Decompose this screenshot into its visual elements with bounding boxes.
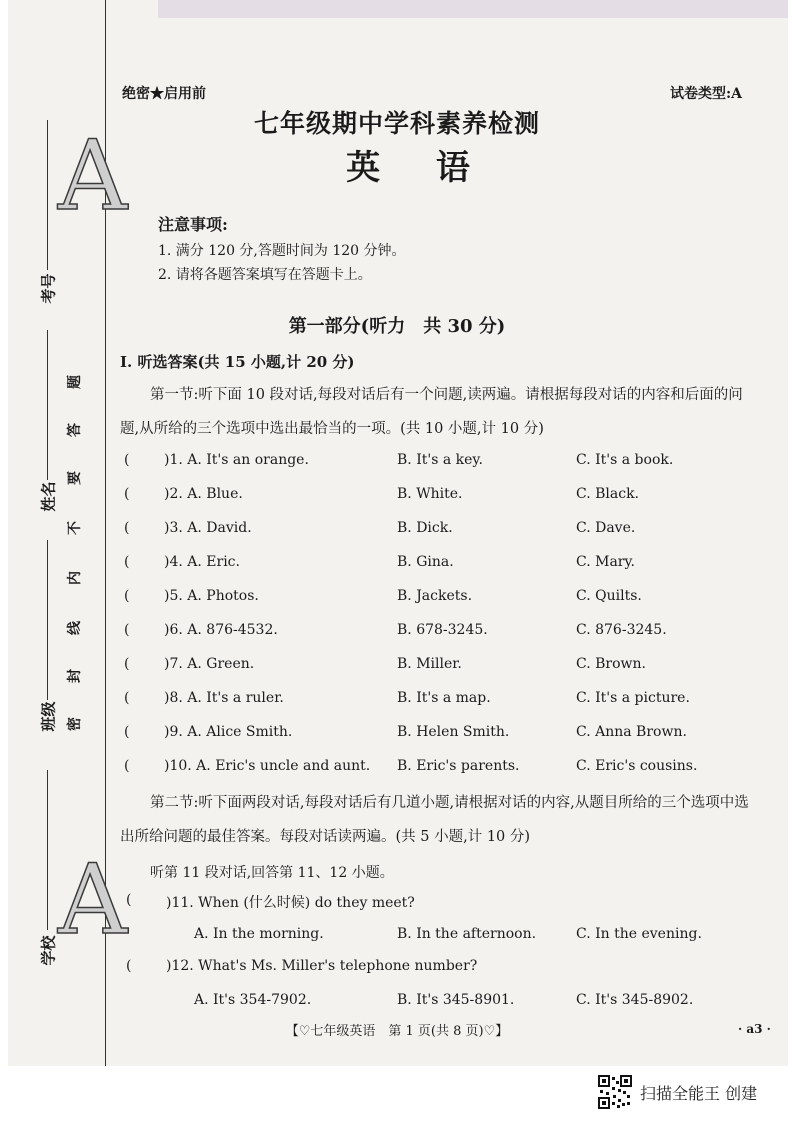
option-b: B. Gina. (397, 554, 454, 570)
option-a: )5. A. Photos. (164, 588, 259, 604)
top-color-band (158, 0, 788, 18)
seal-char: 答 (67, 423, 83, 437)
seal-char: 密 (67, 717, 83, 731)
subject-title: 英 语 (346, 148, 492, 188)
option-b: B. It's a key. (397, 452, 483, 468)
option-c: C. Black. (576, 486, 639, 502)
watermark-letter-bottom: A (58, 844, 128, 956)
page-code: · a3 · (738, 1022, 771, 1036)
answer-paren[interactable]: ( (124, 520, 130, 536)
question-row (120, 520, 760, 544)
side-rule (47, 540, 48, 700)
seal-char: 要 (67, 471, 83, 485)
scanner-text: 扫描全能王 创建 (640, 1083, 758, 1103)
answer-paren[interactable]: ( (124, 452, 130, 468)
side-rule (47, 770, 48, 930)
option-a: )7. A. Green. (164, 656, 255, 672)
option-a: )6. A. 876-4532. (164, 622, 278, 638)
listen-instruction: 听第 11 段对话,回答第 11、12 小题。 (150, 865, 394, 881)
options-row (120, 992, 760, 1014)
option-b: B. Eric's parents. (397, 758, 520, 774)
option-c: C. Eric's cousins. (576, 758, 698, 774)
question-row (120, 622, 760, 646)
option-a: )9. A. Alice Smith. (164, 724, 293, 740)
page-footer: 【♡七年级英语 第 1 页(共 8 页)♡】 (285, 1024, 509, 1039)
question-row (120, 486, 760, 510)
part-title: 第一部分(听力 共 30 分) (288, 316, 506, 337)
exam-title: 七年级期中学科素养检测 (253, 109, 540, 138)
answer-paren[interactable]: ( (124, 758, 130, 774)
qr-code-icon (598, 1075, 632, 1109)
option-a: )4. A. Eric. (164, 554, 240, 570)
question-row (120, 588, 760, 612)
seal-char: 不 (67, 521, 83, 535)
question-row (120, 690, 760, 714)
answer-paren[interactable]: ( (124, 724, 130, 740)
option-c: C. Anna Brown. (576, 724, 687, 740)
option-b: B. 678-3245. (397, 622, 488, 638)
question-row (120, 452, 760, 476)
question-stem: )11. When (什么时候) do they meet? (166, 895, 415, 911)
section-intro-2: 第二节:听下面两段对话,每段对话后有几道小题,请根据对话的内容,从题目所给的三个选项中选出所给问题的最佳答案。每段对话读两遍。(共 5 小题,计 10 分) (120, 795, 749, 845)
secret-label: 绝密★启用前 (122, 86, 206, 102)
options-row (120, 926, 760, 948)
option-a: A. In the morning. (194, 926, 324, 942)
answer-paren[interactable]: ( (126, 958, 132, 974)
option-a: A. It's 354-7902. (194, 992, 312, 1008)
option-c: C. It's a picture. (576, 690, 690, 706)
option-c: C. Dave. (576, 520, 636, 536)
side-label-exam-no: 考号 (39, 273, 58, 304)
side-rule (47, 330, 48, 480)
question-row (120, 656, 760, 680)
question-row (120, 724, 760, 748)
question-stem: )12. What's Ms. Miller's telephone number? (166, 958, 478, 974)
question-row (120, 758, 760, 782)
answer-paren[interactable]: ( (126, 892, 132, 908)
option-b: B. It's a map. (397, 690, 491, 706)
answer-paren[interactable]: ( (124, 690, 130, 706)
answer-paren[interactable]: ( (124, 588, 130, 604)
answer-paren[interactable]: ( (124, 554, 130, 570)
section-title: Ⅰ. 听选答案(共 15 小题,计 20 分) (120, 353, 355, 371)
option-b: B. White. (397, 486, 463, 502)
side-label-name: 姓名 (39, 481, 58, 512)
notice-title: 注意事项: (158, 215, 228, 234)
answer-paren[interactable]: ( (124, 486, 130, 502)
side-label-class: 班级 (39, 701, 58, 732)
option-c: C. In the evening. (576, 926, 702, 942)
seal-char: 线 (67, 621, 83, 635)
answer-paren[interactable]: ( (124, 622, 130, 638)
option-c: C. It's a book. (576, 452, 674, 468)
seal-char: 题 (67, 375, 83, 389)
option-b: B. Dick. (397, 520, 453, 536)
question-row (120, 554, 760, 578)
option-c: C. Mary. (576, 554, 635, 570)
section-intro-1: 第一节:听下面 10 段对话,每段对话后有一个问题,读两遍。请根据每段对话的内容和后面的问题,从所给的三个选项中选出最恰当的一项。(共 10 小题,计 10 分) (120, 387, 743, 437)
option-b: B. In the afternoon. (397, 926, 537, 942)
option-c: C. It's 345-8902. (576, 992, 694, 1008)
option-b: B. Miller. (397, 656, 462, 672)
option-a: )8. A. It's a ruler. (164, 690, 284, 706)
option-c: C. 876-3245. (576, 622, 667, 638)
side-label-school: 学校 (39, 935, 58, 966)
notice-item: 1. 满分 120 分,答题时间为 120 分钟。 (158, 243, 406, 259)
answer-paren[interactable]: ( (124, 656, 130, 672)
option-b: B. It's 345-8901. (397, 992, 515, 1008)
paper-type-label: 试卷类型:A (670, 86, 743, 102)
seal-char: 内 (67, 571, 83, 585)
option-a: )3. A. David. (164, 520, 252, 536)
option-a: )1. A. It's an orange. (164, 452, 309, 468)
option-a: )2. A. Blue. (164, 486, 243, 502)
option-c: C. Quilts. (576, 588, 642, 604)
option-c: C. Brown. (576, 656, 646, 672)
seal-char: 封 (67, 669, 83, 683)
option-a: )10. A. Eric's uncle and aunt. (164, 758, 371, 774)
notice-item: 2. 请将各题答案填写在答题卡上。 (158, 267, 372, 283)
option-b: B. Jackets. (397, 588, 473, 604)
scanner-watermark (598, 1074, 757, 1110)
option-b: B. Helen Smith. (397, 724, 510, 740)
watermark-letter-top: A (58, 120, 128, 232)
